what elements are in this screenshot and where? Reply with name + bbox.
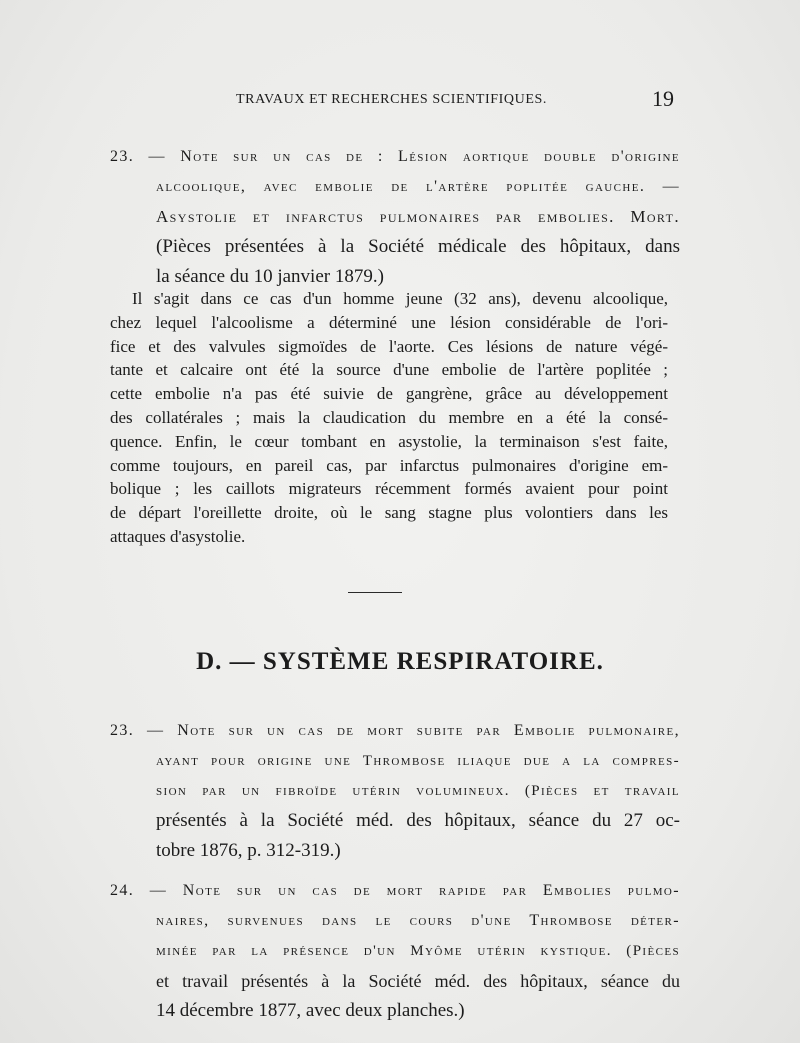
entry-23-lesion-aortique [110, 142, 680, 292]
page-number: 19 [652, 86, 674, 111]
entry-line: alcoolique, avec embolie de l'artère poplitée gauche. — [156, 178, 680, 195]
entry-line: tobre 1876, p. 312-319.) [156, 840, 341, 861]
entry-line: Asystolie et infarctus pulmonaires par embolies. Mort. [156, 207, 680, 226]
paragraph-line: bolique ; les caillots migrateurs récemment formés avaient pour point [110, 479, 668, 499]
paragraph-line: quence. Enfin, le cœur tombant en asystolie, la terminaison s'est faite, [110, 431, 668, 451]
entry-line: et travail présentés à la Société méd. des hôpitaux, séance du [156, 971, 680, 991]
paragraph-line: comme toujours, en pareil cas, par infarctus pulmonaires d'origine em- [110, 455, 668, 475]
entry-23-embolie-pulmonaire [110, 716, 680, 866]
paragraph-line: attaques d'asystolie. [110, 526, 246, 546]
body-paragraph [110, 287, 668, 549]
running-header [0, 86, 800, 114]
paragraph-line: des collatérales ; mais la claudication du membre en a été la consé- [110, 407, 668, 427]
entry-line: ayant pour origine une Thrombose iliaque due a la compres- [156, 753, 680, 769]
entry-line: 23. — Note sur un cas de : Lésion aortique double d'origine [110, 148, 680, 165]
entry-line: 14 décembre 1877, avec deux planches.) [156, 1000, 465, 1021]
entry-line: (Pièces présentées à la Société médicale des hôpitaux, dans [156, 236, 680, 257]
entry-line: la séance du 10 janvier 1879.) [156, 266, 384, 287]
entry-24-embolies-pulmonaires [110, 876, 680, 1026]
paragraph-line: de départ l'oreillette droite, où le sang stagne plus volontiers dans les [110, 503, 668, 523]
section-heading: D. — SYSTÈME RESPIRATOIRE. [196, 648, 604, 675]
entry-line: 24. — Note sur un cas de mort rapide par Embolies pulmo- [110, 882, 680, 899]
paragraph-line: chez lequel l'alcoolisme a déterminé une lésion considérable de l'ori- [110, 312, 668, 332]
entry-line: présentés à la Société méd. des hôpitaux, séance du 27 oc- [156, 810, 680, 831]
paragraph-line: Il s'agit dans ce cas d'un homme jeune (32 ans), devenu alcoolique, [132, 289, 668, 308]
section-divider [348, 592, 402, 593]
entry-line: sion par un fibroïde utérin volumineux. (Pièces et travail [156, 783, 680, 799]
entry-line: naires, survenues dans le cours d'une Thrombose déter- [156, 912, 680, 929]
paragraph-line: fice et des valvules sigmoïdes de l'aorte. Ces lésions de nature végé- [110, 336, 668, 356]
paragraph-line: cette embolie n'a pas été suivie de gangrène, grâce au développement [110, 384, 668, 404]
entry-line: minée par la présence d'un Myôme utérin kystique. (Pièces [156, 943, 680, 959]
paragraph-line: tante et calcaire ont été la source d'une embolie de l'artère poplitée ; [110, 360, 668, 380]
running-title: TRAVAUX ET RECHERCHES SCIENTIFIQUES. [236, 92, 547, 107]
entry-line: 23. — Note sur un cas de mort subite par Embolie pulmonaire, [110, 722, 680, 739]
